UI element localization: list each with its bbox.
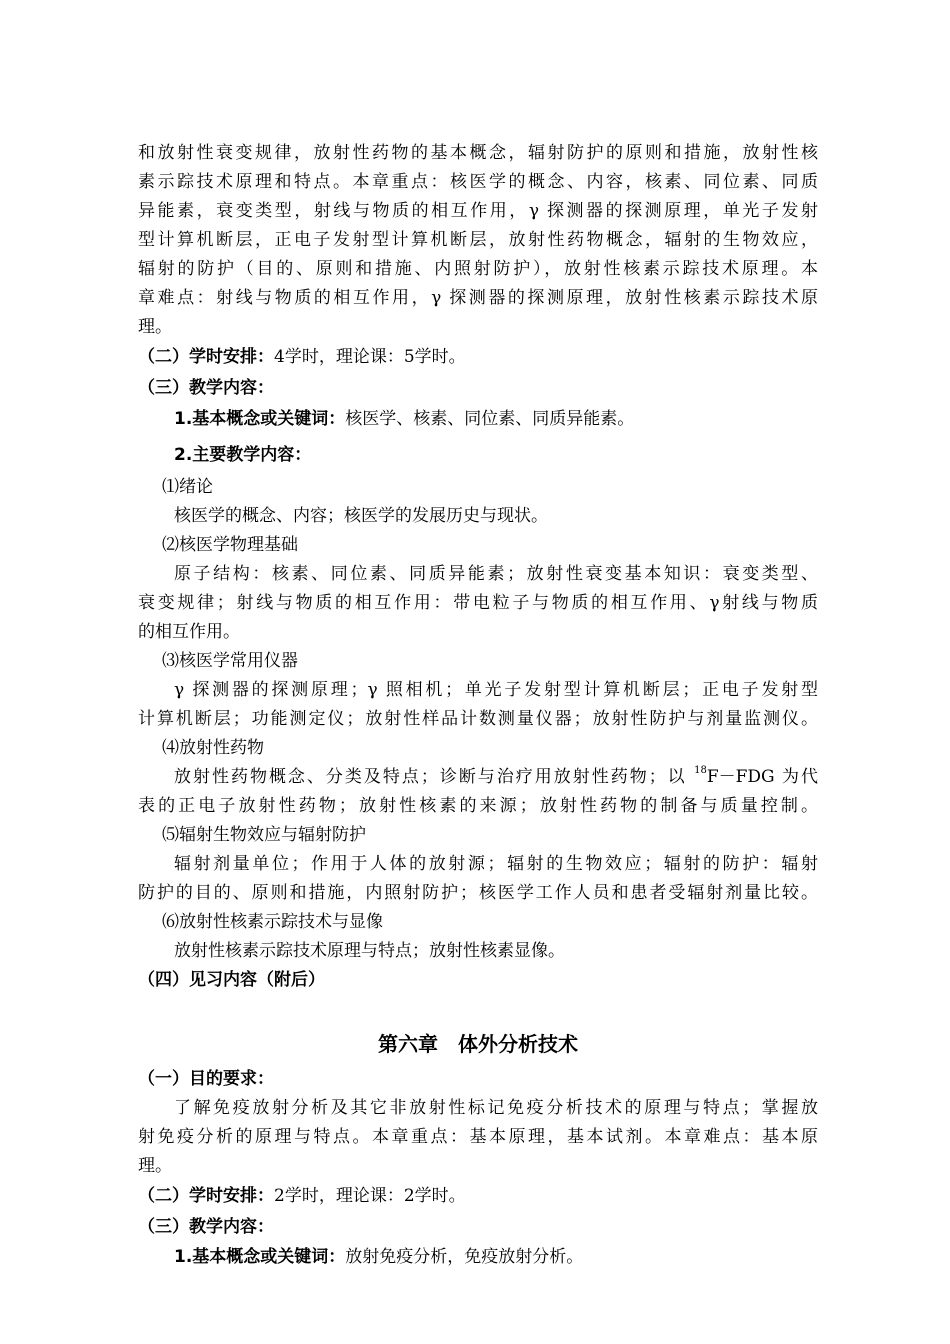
- section-title: ⑷放射性药物: [162, 738, 264, 758]
- goal-line: 了解免疫放射分析及其它非放射性标记免疫分析技术的原理与特点；掌握放: [174, 1098, 818, 1118]
- chapter-title: 第六章 体外分析技术: [378, 1032, 578, 1056]
- intro-line: 辐射的防护（目的、原则和措施、内照射防护），放射性核素示踪技术原理。本: [138, 259, 818, 279]
- hours-line: [138, 1184, 818, 1208]
- keywords-line: [174, 407, 818, 431]
- keywords-label: 1.基本概念或关键词：: [174, 1247, 346, 1267]
- section-line-part: F－FDG 为代: [706, 767, 818, 787]
- hours-line: [138, 345, 818, 369]
- section-line: 放射性核素示踪技术原理与特点；放射性核素显像。: [174, 941, 565, 961]
- section-line: 原子结构：核素、同位素、同质异能素；放射性衰变基本知识：衰变类型、: [174, 564, 818, 584]
- section-title: ⑶核医学常用仪器: [162, 651, 298, 671]
- isotope-mass-number: 18: [694, 765, 707, 776]
- intro-line: 章难点：射线与物质的相互作用，γ 探测器的探测原理，放射性核素示踪技术原: [138, 288, 818, 308]
- main-content-heading: 2.主要教学内容：: [174, 445, 312, 465]
- keywords-line: [174, 1245, 818, 1269]
- goal-heading: （一）目的要求：: [138, 1069, 274, 1089]
- goal-line: 射免疫分析的原理与特点。本章重点：基本原理，基本试剂。本章难点：基本原: [138, 1127, 818, 1147]
- content-heading: （三）教学内容：: [138, 378, 274, 398]
- section-line-part: 放射性药物概念、分类及特点；诊断与治疗用放射性药物；以: [174, 767, 695, 787]
- hours-text: 2学时，理论课：2学时。: [274, 1186, 466, 1206]
- hours-label: （二）学时安排：: [138, 347, 274, 367]
- section-line: 表的正电子放射性药物；放射性核素的来源；放射性药物的制备与质量控制。: [138, 796, 818, 816]
- intro-line: 异能素，衰变类型，射线与物质的相互作用，γ 探测器的探测原理，单光子发射: [138, 201, 818, 221]
- section-title: ⑹放射性核素示踪技术与显像: [162, 912, 383, 932]
- content-heading: （三）教学内容：: [138, 1217, 274, 1237]
- practice-heading: （四）见习内容（附后）: [138, 970, 325, 990]
- section-line: 计算机断层；功能测定仪；放射性样品计数测量仪器；放射性防护与剂量监测仪。: [138, 709, 818, 729]
- hours-label: （二）学时安排：: [138, 1186, 274, 1206]
- section-line: 衰变规律；射线与物质的相互作用：带电粒子与物质的相互作用、γ射线与物质: [138, 593, 818, 613]
- keywords-text: 放射免疫分析，免疫放射分析。: [345, 1247, 584, 1267]
- intro-line: 理。: [138, 317, 172, 337]
- section-line: 辐射剂量单位；作用于人体的放射源；辐射的生物效应；辐射的防护：辐射: [174, 854, 818, 874]
- intro-line: 型计算机断层，正电子发射型计算机断层，放射性药物概念，辐射的生物效应，: [138, 230, 818, 250]
- section-line: 的相互作用。: [138, 622, 240, 642]
- keywords-label: 1.基本概念或关键词：: [174, 409, 346, 429]
- section-title: ⑸辐射生物效应与辐射防护: [162, 825, 366, 845]
- section-line: γ 探测器的探测原理；γ 照相机；单光子发射型计算机断层；正电子发射型: [174, 680, 818, 700]
- keywords-text: 核医学、核素、同位素、同质异能素。: [345, 409, 635, 429]
- section-line: 核医学的概念、内容；核医学的发展历史与现状。: [174, 506, 548, 526]
- hours-text: 4学时，理论课：5学时。: [274, 347, 466, 367]
- section-title: ⑵核医学物理基础: [162, 535, 298, 555]
- intro-line: 和放射性衰变规律，放射性药物的基本概念，辐射防护的原则和措施，放射性核: [138, 143, 818, 163]
- goal-line: 理。: [138, 1156, 172, 1176]
- section-line: 防护的目的、原则和措施，内照射防护；核医学工作人员和患者受辐射剂量比较。: [138, 883, 818, 903]
- section-line: [174, 765, 818, 789]
- intro-line: 素示踪技术原理和特点。本章重点：核医学的概念、内容，核素、同位素、同质: [138, 172, 818, 192]
- section-title: ⑴绪论: [162, 477, 213, 497]
